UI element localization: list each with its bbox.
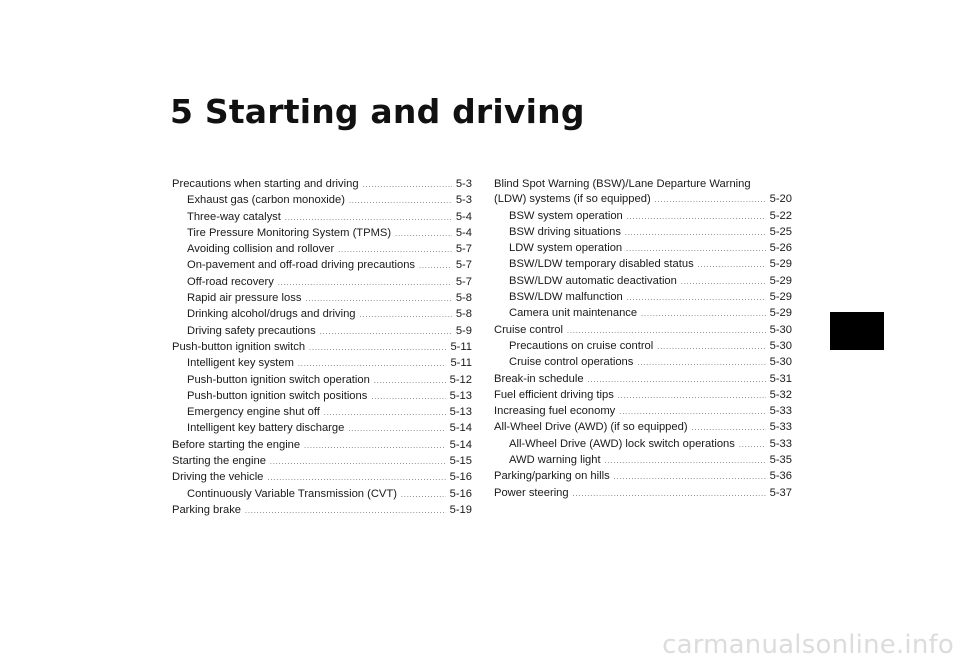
toc-entry-bsw-ldw-line1[interactable]: Blind Spot Warning (BSW)/Lane Departure Warning bbox=[494, 178, 751, 190]
toc-right-list bbox=[494, 209, 792, 502]
toc-entry-page: 5-29 bbox=[769, 307, 792, 320]
toc-leader-dots bbox=[395, 227, 452, 242]
toc-subentry[interactable] bbox=[494, 306, 792, 322]
toc-entry-label: Precautions on cruise control bbox=[509, 339, 654, 352]
toc-subentry[interactable] bbox=[494, 257, 792, 273]
toc-leader-dots bbox=[338, 243, 452, 258]
toc-subentry[interactable] bbox=[494, 274, 792, 290]
chapter-tab-marker bbox=[830, 312, 884, 350]
toc-leader-dots bbox=[245, 504, 446, 519]
toc-leader-dots bbox=[681, 275, 766, 290]
toc-leader-dots bbox=[567, 324, 766, 339]
toc-entry-page: 5-30 bbox=[769, 356, 792, 369]
toc-entry-page: 5-4 bbox=[455, 210, 472, 223]
toc-entry[interactable] bbox=[172, 340, 472, 356]
toc-entry-page: 5-3 bbox=[455, 194, 472, 207]
toc-entry-label: Fuel efficient driving tips bbox=[494, 388, 614, 401]
toc-entry-page: 5-37 bbox=[769, 486, 792, 499]
toc-entry-label: AWD warning light bbox=[509, 454, 601, 467]
toc-subentry[interactable] bbox=[172, 356, 472, 372]
toc-leader-dots bbox=[698, 258, 766, 273]
toc-leader-dots bbox=[309, 341, 446, 356]
toc-entry-page: 5-7 bbox=[455, 243, 472, 256]
toc-entry-label: All-Wheel Drive (AWD) lock switch operations bbox=[509, 437, 735, 450]
toc-leader-dots bbox=[374, 374, 446, 389]
toc-entry-page: 5-14 bbox=[449, 422, 472, 435]
toc-entry-label: BSW/LDW temporary disabled status bbox=[509, 258, 694, 271]
toc-leader-dots bbox=[401, 488, 446, 503]
toc-entry-label: Parking/parking on hills bbox=[494, 470, 610, 483]
toc-leader-dots bbox=[618, 389, 766, 404]
toc-entry-label: Cruise control bbox=[494, 323, 564, 336]
toc-entry[interactable] bbox=[494, 372, 792, 388]
toc-leader-dots bbox=[588, 373, 766, 388]
toc-entry-page: 5-33 bbox=[769, 421, 792, 434]
toc-entry-page: 5-35 bbox=[769, 454, 792, 467]
toc-subentry[interactable] bbox=[172, 405, 472, 421]
toc-subentry[interactable] bbox=[172, 258, 472, 274]
toc-entry-label: BSW driving situations bbox=[509, 225, 621, 238]
toc-entry-page: 5-29 bbox=[769, 291, 792, 304]
toc-subentry[interactable] bbox=[494, 437, 792, 453]
toc-entry-label: Driving safety precautions bbox=[187, 324, 316, 337]
toc-entry-page: 5-26 bbox=[769, 242, 792, 255]
toc-entry-page: 5-13 bbox=[449, 389, 472, 402]
toc-entry[interactable] bbox=[172, 470, 472, 486]
toc-entry-page: 5-19 bbox=[449, 503, 472, 516]
toc-leader-dots bbox=[637, 356, 765, 371]
toc-leader-dots bbox=[627, 210, 766, 225]
toc-entry-label: BSW/LDW automatic deactivation bbox=[509, 274, 677, 287]
toc-leader-dots bbox=[267, 471, 445, 486]
toc-subentry[interactable] bbox=[172, 226, 472, 242]
toc-entry-page: 5-30 bbox=[769, 323, 792, 336]
toc-subentry[interactable] bbox=[494, 355, 792, 371]
toc-entry-label: Push-button ignition switch bbox=[172, 340, 306, 353]
toc-entry-page: 5-14 bbox=[449, 438, 472, 451]
toc-entry-page: 5-8 bbox=[455, 292, 472, 305]
toc-entry-page: 5-32 bbox=[769, 388, 792, 401]
toc-entry-page: 5-33 bbox=[769, 405, 792, 418]
toc-leader-dots bbox=[320, 325, 452, 340]
toc-subentry[interactable] bbox=[172, 242, 472, 258]
toc-subentry[interactable] bbox=[494, 339, 792, 355]
toc-subentry[interactable] bbox=[172, 487, 472, 503]
toc-entry-page: 5-9 bbox=[455, 324, 472, 337]
watermark: carmanualsonline.info bbox=[662, 630, 954, 660]
toc-entry-label: (LDW) systems (if so equipped) bbox=[494, 193, 651, 206]
toc-leader-dots bbox=[641, 307, 765, 322]
toc-entry-label: All-Wheel Drive (AWD) (if so equipped) bbox=[494, 421, 688, 434]
toc-entry-label: Intelligent key system bbox=[187, 357, 294, 370]
toc-entry[interactable] bbox=[494, 388, 792, 404]
toc-entry-label: On-pavement and off-road driving precautions bbox=[187, 259, 416, 272]
toc-entry[interactable] bbox=[172, 503, 472, 519]
toc-entry-page: 5-11 bbox=[450, 357, 472, 370]
toc-subentry[interactable] bbox=[494, 241, 792, 257]
toc-entry-label: Intelligent key battery discharge bbox=[187, 422, 345, 435]
toc-leader-dots bbox=[614, 470, 766, 485]
toc-entry-label: Parking brake bbox=[172, 503, 242, 516]
toc-leader-dots bbox=[657, 340, 765, 355]
toc-leader-dots bbox=[371, 390, 445, 405]
toc-entry-label: Cruise control operations bbox=[509, 356, 634, 369]
toc-entry-label: Exhaust gas (carbon monoxide) bbox=[187, 194, 345, 207]
toc-leader-dots bbox=[625, 226, 766, 241]
toc-entry[interactable] bbox=[494, 486, 792, 502]
toc-entry[interactable] bbox=[172, 454, 472, 470]
toc-subentry[interactable] bbox=[494, 290, 792, 306]
toc-entry-page: 5-4 bbox=[455, 226, 472, 239]
toc-entry-page: 5-13 bbox=[449, 406, 472, 419]
toc-entry[interactable] bbox=[172, 177, 472, 193]
toc-entry-label: Push-button ignition switch positions bbox=[187, 389, 368, 402]
toc-entry-label: BSW/LDW malfunction bbox=[509, 291, 623, 304]
toc-leader-dots bbox=[627, 291, 766, 306]
toc-entry[interactable] bbox=[172, 438, 472, 454]
toc-entry-label: Precautions when starting and driving bbox=[172, 178, 359, 190]
toc-entry[interactable] bbox=[494, 323, 792, 339]
toc-leader-dots bbox=[605, 454, 766, 469]
toc-entry-label: Off-road recovery bbox=[187, 275, 274, 288]
toc-subentry[interactable] bbox=[172, 421, 472, 437]
toc-entry-page: 5-30 bbox=[769, 339, 792, 352]
toc-leader-dots bbox=[655, 193, 766, 208]
page-title: 5 Starting and driving bbox=[170, 92, 585, 131]
toc-entry-label: Continuously Variable Transmission (CVT) bbox=[187, 487, 397, 500]
toc-entry-label: Before starting the engine bbox=[172, 438, 301, 451]
toc-leader-dots bbox=[305, 292, 451, 307]
toc-entry-page: 5-11 bbox=[450, 340, 472, 353]
toc-entry-label: Tire Pressure Monitoring System (TPMS) bbox=[187, 226, 392, 239]
toc-right-column bbox=[494, 177, 792, 502]
toc-entry-page: 5-36 bbox=[769, 470, 792, 483]
toc-leader-dots bbox=[278, 276, 452, 291]
toc-subentry[interactable] bbox=[172, 307, 472, 323]
toc-subentry[interactable] bbox=[172, 389, 472, 405]
toc-entry-label: Increasing fuel economy bbox=[494, 405, 616, 418]
toc-entry-label: Starting the engine bbox=[172, 455, 266, 468]
toc-entry-page: 5-31 bbox=[769, 372, 792, 385]
toc-subentry[interactable] bbox=[172, 373, 472, 389]
toc-entry-label: BSW system operation bbox=[509, 209, 623, 222]
toc-entry-page: 5-16 bbox=[449, 471, 472, 484]
toc-leader-dots bbox=[626, 242, 765, 257]
toc-entry-page: 5-8 bbox=[455, 308, 472, 321]
toc-entry-page: 5-20 bbox=[769, 193, 792, 206]
toc-entry-label: Driving the vehicle bbox=[172, 471, 264, 484]
toc-entry-label: Power steering bbox=[494, 486, 569, 499]
toc-leader-dots bbox=[298, 357, 446, 372]
toc-subentry[interactable] bbox=[172, 210, 472, 226]
toc-leader-dots bbox=[363, 178, 452, 193]
toc-leader-dots bbox=[692, 421, 766, 436]
toc-entry-bsw-ldw[interactable] bbox=[494, 192, 792, 208]
toc-entry-page: 5-7 bbox=[455, 259, 472, 272]
toc-subentry[interactable] bbox=[494, 209, 792, 225]
toc-leader-dots bbox=[270, 455, 446, 470]
toc-entry-page: 5-16 bbox=[449, 487, 472, 500]
toc-entry-label: Three-way catalyst bbox=[187, 210, 281, 223]
toc-leader-dots bbox=[573, 487, 766, 502]
toc-leader-dots bbox=[324, 406, 446, 421]
toc-entry-label: Emergency engine shut off bbox=[187, 406, 320, 419]
toc-leader-dots bbox=[348, 422, 445, 437]
toc-subentry[interactable] bbox=[494, 453, 792, 469]
toc-entry-label: Drinking alcohol/drugs and driving bbox=[187, 308, 356, 321]
toc-entry-page: 5-15 bbox=[449, 455, 472, 468]
toc-leader-dots bbox=[419, 259, 452, 274]
toc-entry-page: 5-29 bbox=[769, 274, 792, 287]
toc-leader-dots bbox=[619, 405, 765, 420]
toc-entry[interactable] bbox=[494, 420, 792, 436]
toc-leader-dots bbox=[285, 211, 452, 226]
toc-subentry[interactable] bbox=[494, 225, 792, 241]
toc-entry-page: 5-29 bbox=[769, 258, 792, 271]
toc-entry-label: Break-in schedule bbox=[494, 372, 584, 385]
toc-entry-page: 5-12 bbox=[449, 373, 472, 386]
toc-entry-label: Push-button ignition switch operation bbox=[187, 373, 370, 386]
toc-subentry[interactable] bbox=[172, 193, 472, 209]
toc-entry-page: 5-7 bbox=[455, 275, 472, 288]
toc-leader-dots bbox=[360, 308, 452, 323]
toc-entry-page: 5-33 bbox=[769, 437, 792, 450]
toc-entry-page: 5-3 bbox=[455, 178, 472, 190]
toc-leader-dots bbox=[349, 194, 452, 209]
toc-entry-page: 5-22 bbox=[769, 209, 792, 222]
toc-entry[interactable] bbox=[494, 404, 792, 420]
toc-left-column bbox=[172, 177, 472, 519]
toc-leader-dots bbox=[739, 438, 766, 453]
toc-entry-label: Rapid air pressure loss bbox=[187, 292, 302, 305]
toc-entry-label: LDW system operation bbox=[509, 242, 623, 255]
toc-entry-page: 5-25 bbox=[769, 225, 792, 238]
toc-entry-label: Camera unit maintenance bbox=[509, 307, 638, 320]
toc-entry[interactable] bbox=[494, 469, 792, 485]
toc-subentry[interactable] bbox=[172, 291, 472, 307]
toc-leader-dots bbox=[304, 439, 445, 454]
toc-subentry[interactable] bbox=[172, 324, 472, 340]
toc-entry-label: Avoiding collision and rollover bbox=[187, 243, 335, 256]
toc-subentry[interactable] bbox=[172, 275, 472, 291]
